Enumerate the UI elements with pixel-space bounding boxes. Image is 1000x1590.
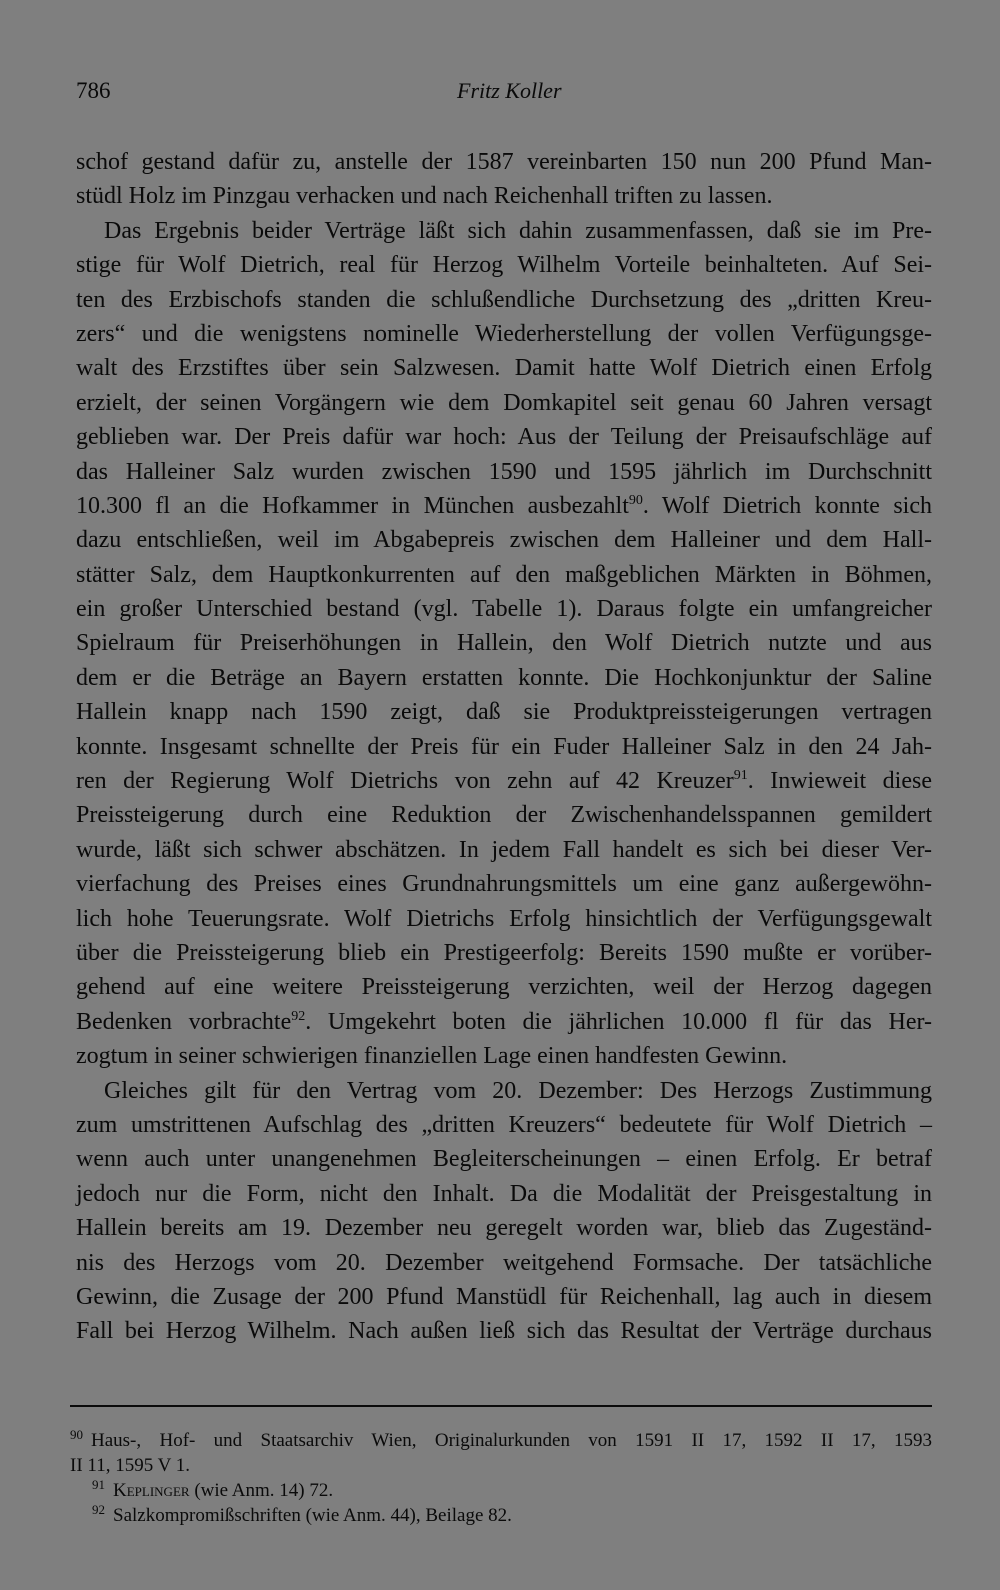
footnote-90 xyxy=(70,1428,932,1453)
text-line xyxy=(76,283,932,317)
text-line xyxy=(76,695,932,729)
page-number: 786 xyxy=(76,78,111,103)
text-line xyxy=(76,214,932,248)
footnote-separator xyxy=(70,1405,932,1407)
text-line xyxy=(76,145,932,179)
text-line xyxy=(76,317,932,351)
footnote-author: Keplinger xyxy=(113,1480,190,1501)
text-line xyxy=(76,179,932,213)
footnote-number: 92 xyxy=(92,1501,105,1517)
line-text: wenn auch unter unangenehmen Begleiterscheinungen – einen Erfolg. Er betraf xyxy=(76,1146,932,1173)
line-text: das Halleiner Salz wurden zwischen 1590 und 1595 jährlich im Durchschnitt xyxy=(76,458,932,485)
line-text: stige für Wolf Dietrich, real für Herzog Wilhelm Vorteile beinhalteten. Auf Sei- xyxy=(76,252,932,279)
line-text: über die Preissteigerung blieb ein Prestigeerfolg: Bereits 1590 mußte er vorüber- xyxy=(76,939,932,966)
text-line xyxy=(76,1246,932,1280)
line-text: Gewinn, die Zusage der 200 Pfund Manstüdl für Reichenhall, lag auch in diesem xyxy=(76,1283,932,1310)
footnote-text: Haus-, Hof- und Staatsarchiv Wien, Originalurkunden von 1591 II 17, 1592 II 17, 1593 xyxy=(91,1430,932,1451)
text-line xyxy=(76,1314,932,1348)
line-text: dem er die Beträge an Bayern erstatten konnte. Die Hochkonjunktur der Saline xyxy=(76,664,932,691)
line-text: wurde, läßt sich schwer abschätzen. In jedem Fall handelt es sich bei dieser Ver- xyxy=(76,836,932,863)
line-text: jedoch nur die Form, nicht den Inhalt. Da die Modalität der Preisgestaltung in xyxy=(76,1180,932,1207)
text-line xyxy=(76,833,932,867)
footnote-reference: 90 xyxy=(628,492,643,508)
text-line xyxy=(76,558,932,592)
text-line xyxy=(76,1177,932,1211)
footnotes xyxy=(70,1428,932,1528)
line-text-continued: . Umgekehrt boten die jährlichen 10.000 fl für das Her- xyxy=(305,1008,932,1035)
text-line xyxy=(76,626,932,660)
text-line xyxy=(76,661,932,695)
line-text: Hallein knapp nach 1590 zeigt, daß sie Produktpreissteigerungen vertragen xyxy=(76,699,932,726)
text-line xyxy=(76,1039,932,1073)
line-text: walt des Erzstiftes über sein Salzwesen. Damit hatte Wolf Dietrich einen Erfolg xyxy=(76,355,932,382)
line-text: stätter Salz, dem Hauptkonkurrenten auf den maßgeblichen Märkten in Böhmen, xyxy=(76,561,932,588)
line-text: konnte. Insgesamt schnellte der Preis für ein Fuder Halleiner Salz in den 24 Jah- xyxy=(76,733,932,760)
text-line xyxy=(76,1211,932,1245)
text-line xyxy=(76,420,932,454)
line-text: vierfachung des Preises eines Grundnahrungsmittels um eine ganz außergewöhn- xyxy=(76,871,932,898)
line-text: stüdl Holz im Pinzgau verhacken und nach Reichenhall triften zu lassen. xyxy=(76,183,773,210)
line-text: 10.300 fl an die Hofkammer in München ausbezahlt xyxy=(76,492,629,519)
line-text: dazu entschließen, weil im Abgabepreis zwischen dem Halleiner und dem Hall- xyxy=(76,527,932,554)
text-line xyxy=(76,764,932,798)
line-text: Spielraum für Preiserhöhungen in Hallein, den Wolf Dietrich nutzte und aus xyxy=(76,630,932,657)
line-text: Hallein bereits am 19. Dezember neu geregelt worden war, blieb das Zugeständ- xyxy=(76,1215,932,1242)
line-text: Gleiches gilt für den Vertrag vom 20. Dezember: Des Herzogs Zustimmung xyxy=(104,1077,932,1104)
line-text: ten des Erzbischofs standen die schlußendliche Durchsetzung des „dritten Kreu- xyxy=(76,286,932,313)
text-line xyxy=(76,936,932,970)
text-line xyxy=(76,386,932,420)
line-text: zogtum in seiner schwierigen finanziellen Lage einen handfesten Gewinn. xyxy=(76,1043,788,1070)
text-line xyxy=(76,1142,932,1176)
footnote-reference: 92 xyxy=(291,1008,306,1024)
text-line xyxy=(76,798,932,832)
line-text: Das Ergebnis beider Verträge läßt sich dahin zusammenfassen, daß sie im Pre- xyxy=(104,217,932,244)
line-text: lich hohe Teuerungsrate. Wolf Dietrichs Erfolg hinsichtlich der Verfügungsgewalt xyxy=(76,905,932,932)
footnote-92 xyxy=(70,1503,932,1528)
line-text: ren der Regierung Wolf Dietrichs von zehn auf 42 Kreuzer xyxy=(76,768,734,795)
line-text: ein großer Unterschied bestand (vgl. Tabelle 1). Daraus folgte ein umfangreicher xyxy=(76,596,932,623)
footnote-text: Salzkompromißschriften (wie Anm. 44), Beilage 82. xyxy=(113,1505,512,1526)
line-text: erzielt, der seinen Vorgängern wie dem Domkapitel seit genau 60 Jahren versagt xyxy=(76,389,932,416)
page-header xyxy=(76,78,932,110)
footnote-91 xyxy=(70,1478,932,1503)
line-text: geblieben war. Der Preis dafür war hoch: Aus der Teilung der Preisaufschläge auf xyxy=(76,424,932,451)
footnote-number: 90 xyxy=(70,1426,83,1442)
footnote-number: 91 xyxy=(92,1476,105,1492)
line-text: nis des Herzogs vom 20. Dezember weitgehend Formsache. Der tatsächliche xyxy=(76,1249,932,1276)
line-text: Preissteigerung durch eine Reduktion der Zwischenhandelsspannen gemildert xyxy=(76,802,932,829)
footnote-90-continuation: II 11, 1595 V 1. xyxy=(70,1455,190,1476)
text-line xyxy=(76,1280,932,1314)
text-line xyxy=(76,592,932,626)
line-text: zum umstrittenen Aufschlag des „dritten Kreuzers“ bedeutete für Wolf Dietrich – xyxy=(76,1111,932,1138)
footnote-text: (wie Anm. 14) 72. xyxy=(189,1480,334,1501)
body-text xyxy=(76,145,932,1349)
running-head: Fritz Koller xyxy=(457,78,562,103)
text-line xyxy=(76,489,932,523)
text-line xyxy=(76,248,932,282)
line-text-continued: . Wolf Dietrich konnte sich xyxy=(642,492,933,519)
text-line xyxy=(76,970,932,1004)
text-line xyxy=(76,1108,932,1142)
line-text: gehend auf eine weitere Preissteigerung verzichten, weil der Herzog dagegen xyxy=(76,974,932,1001)
footnote-reference: 91 xyxy=(733,768,748,784)
text-line xyxy=(76,867,932,901)
text-line xyxy=(76,1074,932,1108)
line-text-continued: . Inwieweit diese xyxy=(747,768,932,795)
text-line xyxy=(76,351,932,385)
line-text: Fall bei Herzog Wilhelm. Nach außen ließ sich das Resultat der Verträge durchaus xyxy=(76,1318,932,1345)
line-text: zers“ und die wenigstens nominelle Wiederherstellung der vollen Verfügungsge- xyxy=(76,320,932,347)
text-line xyxy=(76,455,932,489)
text-line xyxy=(76,730,932,764)
line-text: Bedenken vorbrachte xyxy=(76,1008,292,1035)
text-line xyxy=(76,902,932,936)
text-line xyxy=(76,523,932,557)
line-text: schof gestand dafür zu, anstelle der 1587 vereinbarten 150 nun 200 Pfund Man- xyxy=(76,149,932,175)
text-line xyxy=(76,1005,932,1039)
